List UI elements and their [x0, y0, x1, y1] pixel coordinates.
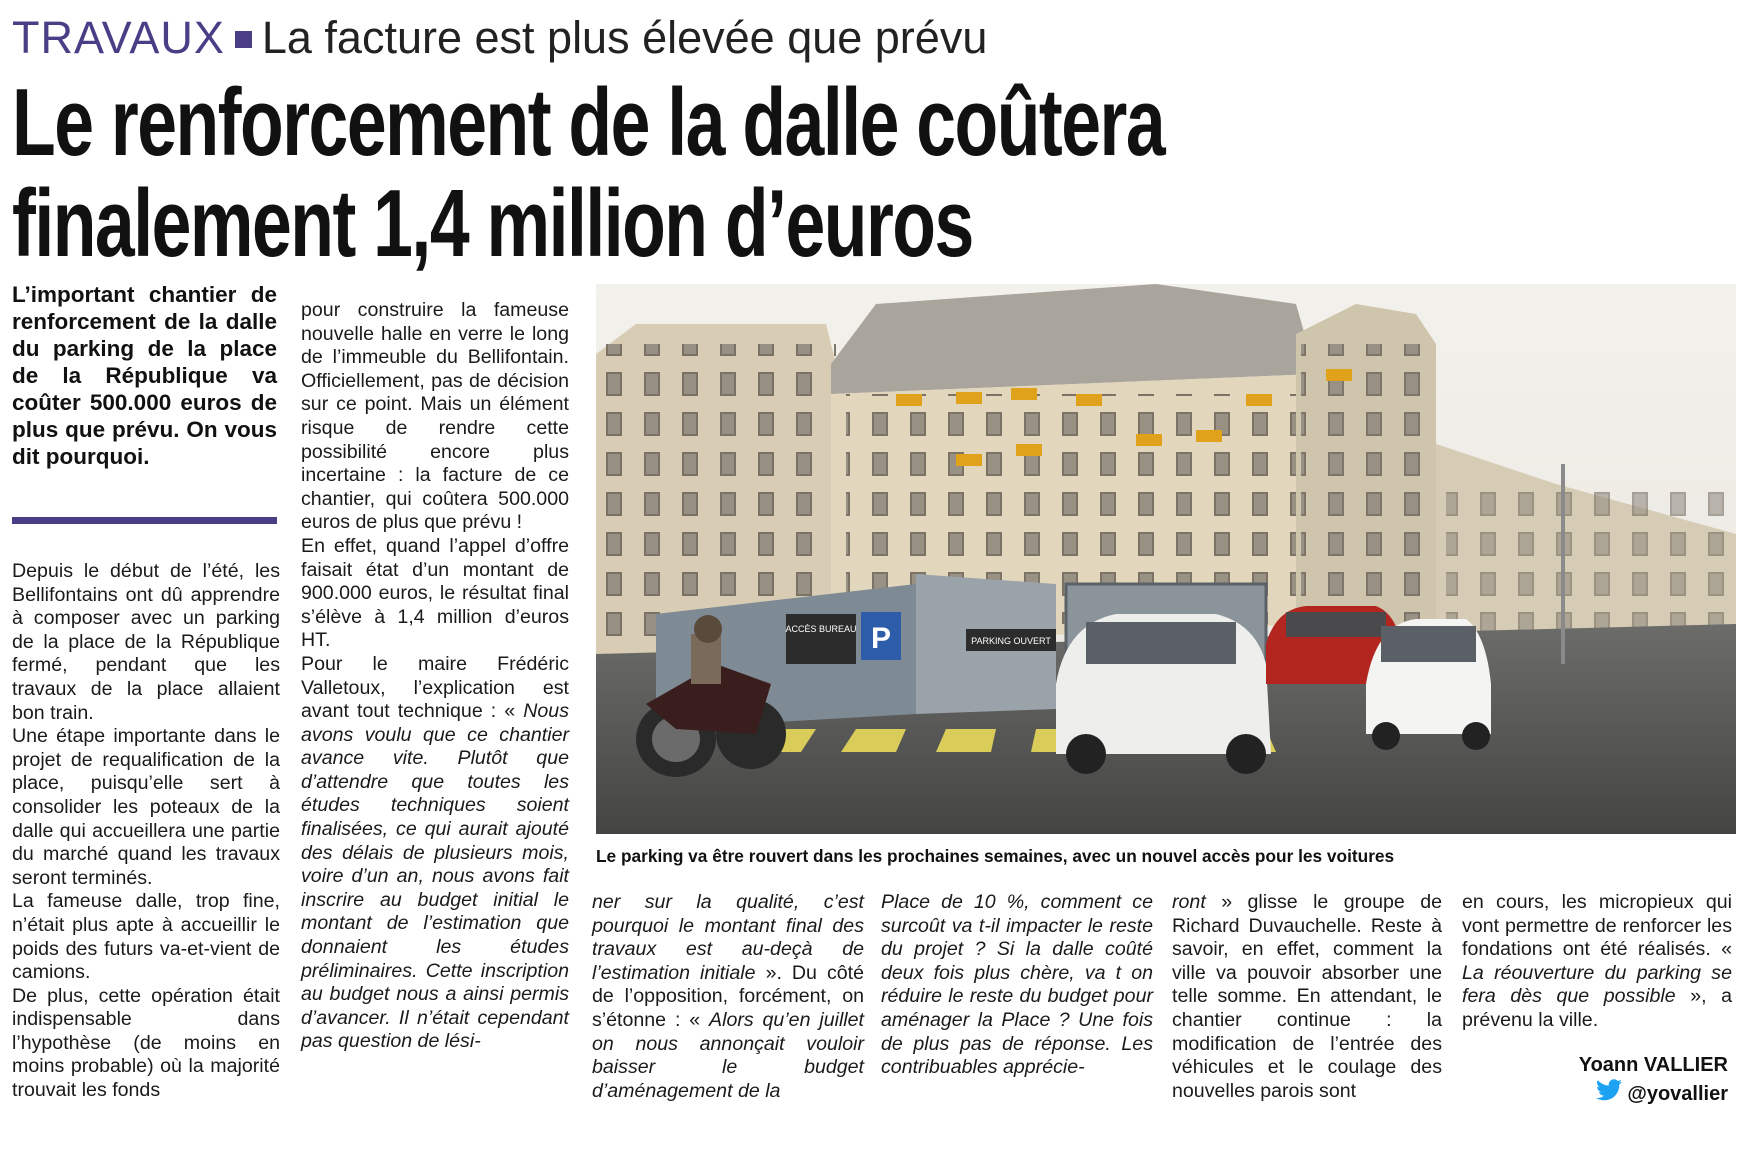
- paragraph: Une étape importante dans le projet de requalification de la place, puisqu’elle sert à consolider les poteaux de la dalle qui accueillera une partie du marché quand les travaux seront terminés.: [12, 725, 280, 889]
- photo-sign-text: ACCÈS BUREAU: [785, 624, 857, 634]
- paragraph: De plus, cette opération était indispensable dans l’hypothèse (de moins en moins probable) où la majorité trouvait les fonds: [12, 984, 280, 1102]
- text-run: », a prévenu la ville.: [1462, 985, 1732, 1031]
- headline-line-2: finalement 1,4 million d’euros: [12, 170, 973, 277]
- subtitle: La facture est plus élevée que prévu: [261, 12, 988, 63]
- lead-paragraph: L’important chantier de renforcement de la dalle du parking de la place de la République va coûter 500.000 euros de plus que prévu. On vous dit pourquoi.: [12, 282, 277, 469]
- twitter-handle[interactable]: @yovallier: [1627, 1082, 1728, 1105]
- kicker: [12, 8, 987, 68]
- body-column-5: [1172, 891, 1442, 1103]
- rubric-square-icon: [235, 31, 252, 48]
- text-run: Pour le maire Frédéric Valletoux, l’explication est avant tout technique : «: [301, 652, 569, 723]
- headline-line-1: Le renforcement de la dalle coûtera: [12, 69, 1165, 176]
- quote-run: ner sur la qualité, c’est pourquoi le montant final des travaux est au-deçà de l’estimation initiale: [592, 891, 864, 984]
- photo-caption: Le parking va être rouvert dans les prochaines semaines, avec un nouvel accès pour les voitures: [596, 846, 1395, 866]
- body-column-3: [592, 891, 864, 1103]
- byline: [1579, 1052, 1728, 1109]
- quote-run: Nous avons voulu que ce chantier avance vite. Plutôt que d’attendre que toutes les études techniques soient finalisées, ce qui aurait ajouté des délais de plusieurs mois, voire d’un an, nous avons fait inscrire au budget initial le montant de l’estimation que donnaient les études préliminaires. Cette inscription au budget nous a ainsi permis d’avancer. Il n’était cependant pas question de lési-: [301, 700, 569, 1053]
- quote-run: ront: [1172, 891, 1206, 913]
- lead-divider: [12, 517, 277, 524]
- twitter-handle-row[interactable]: [1596, 1079, 1728, 1109]
- headline: [12, 69, 1165, 277]
- photo-parking-letter: P: [870, 622, 892, 655]
- paragraph: En effet, quand l’appel d’offre faisait état d’un montant de 900.000 euros, le résultat final s’élève à 1,4 million d’euros HT.: [301, 534, 569, 652]
- paragraph: [881, 891, 1153, 1080]
- body-column-4: [881, 891, 1153, 1080]
- paragraph: [1462, 891, 1732, 1033]
- paragraph: [1172, 891, 1442, 1103]
- news-photo: [596, 284, 1736, 834]
- paragraph: Depuis le début de l’été, les Bellifontains ont dû apprendre à composer avec un parking de la place de la République fermé, pendant que les travaux de la place allaient bon train.: [12, 560, 280, 724]
- text-run: en cours, les micropieux qui vont permettre de renforcer les fondations ont été réalisés. «: [1462, 891, 1732, 961]
- quote-run: Alors qu’en juillet on nous annonçait vouloir baisser le budget d’aménagement de la: [592, 1008, 864, 1102]
- photo-sign-text-2: PARKING OUVERT: [971, 636, 1051, 646]
- author-name: Yoann VALLIER: [1578, 1054, 1728, 1076]
- text-run: ». Du côté de l’opposition, forcément, on s’étonne : «: [592, 961, 864, 1031]
- paragraph: pour construire la fameuse nouvelle halle en verre le long de l’immeuble du Bellifontain. Officiellement, pas de décision sur ce point. Mais un élément risque de rendre cette possibilité encore plus incertaine : la facture de ce chantier, qui coûtera 500.000 euros de plus que prévu !: [301, 299, 569, 534]
- paragraph: La fameuse dalle, trop fine, n’était plus apte à accueillir le poids des futurs va-et-vient de camions.: [12, 890, 280, 984]
- paragraph: [301, 653, 569, 1054]
- body-column-6: [1462, 891, 1732, 1033]
- paragraph: [592, 891, 864, 1103]
- text-run: » glisse le groupe de Richard Duvauchelle. Reste à savoir, en effet, comment la ville va pouvoir absorber une telle somme. En attendant, le chantier continue : la modification de l’entrée des véhicules et le coulage des nouvelles parois sont: [1172, 891, 1442, 1102]
- body-column-2: [301, 299, 569, 1054]
- twitter-bird-icon: [1596, 1079, 1622, 1109]
- quote-run: Place de 10 %, comment ce surcoût va t-il impacter le reste du projet ? Si la dalle coûté deux fois plus chère, va t on réduire le reste du budget pour aménager la Place ? Une fois de plus pas de réponse. Les contribuables apprécie-: [881, 891, 1153, 1079]
- body-column-1: [12, 560, 280, 1103]
- rubric-label: TRAVAUX: [12, 12, 225, 63]
- quote-run: La réouverture du parking se fera dès que possible: [1462, 961, 1732, 1008]
